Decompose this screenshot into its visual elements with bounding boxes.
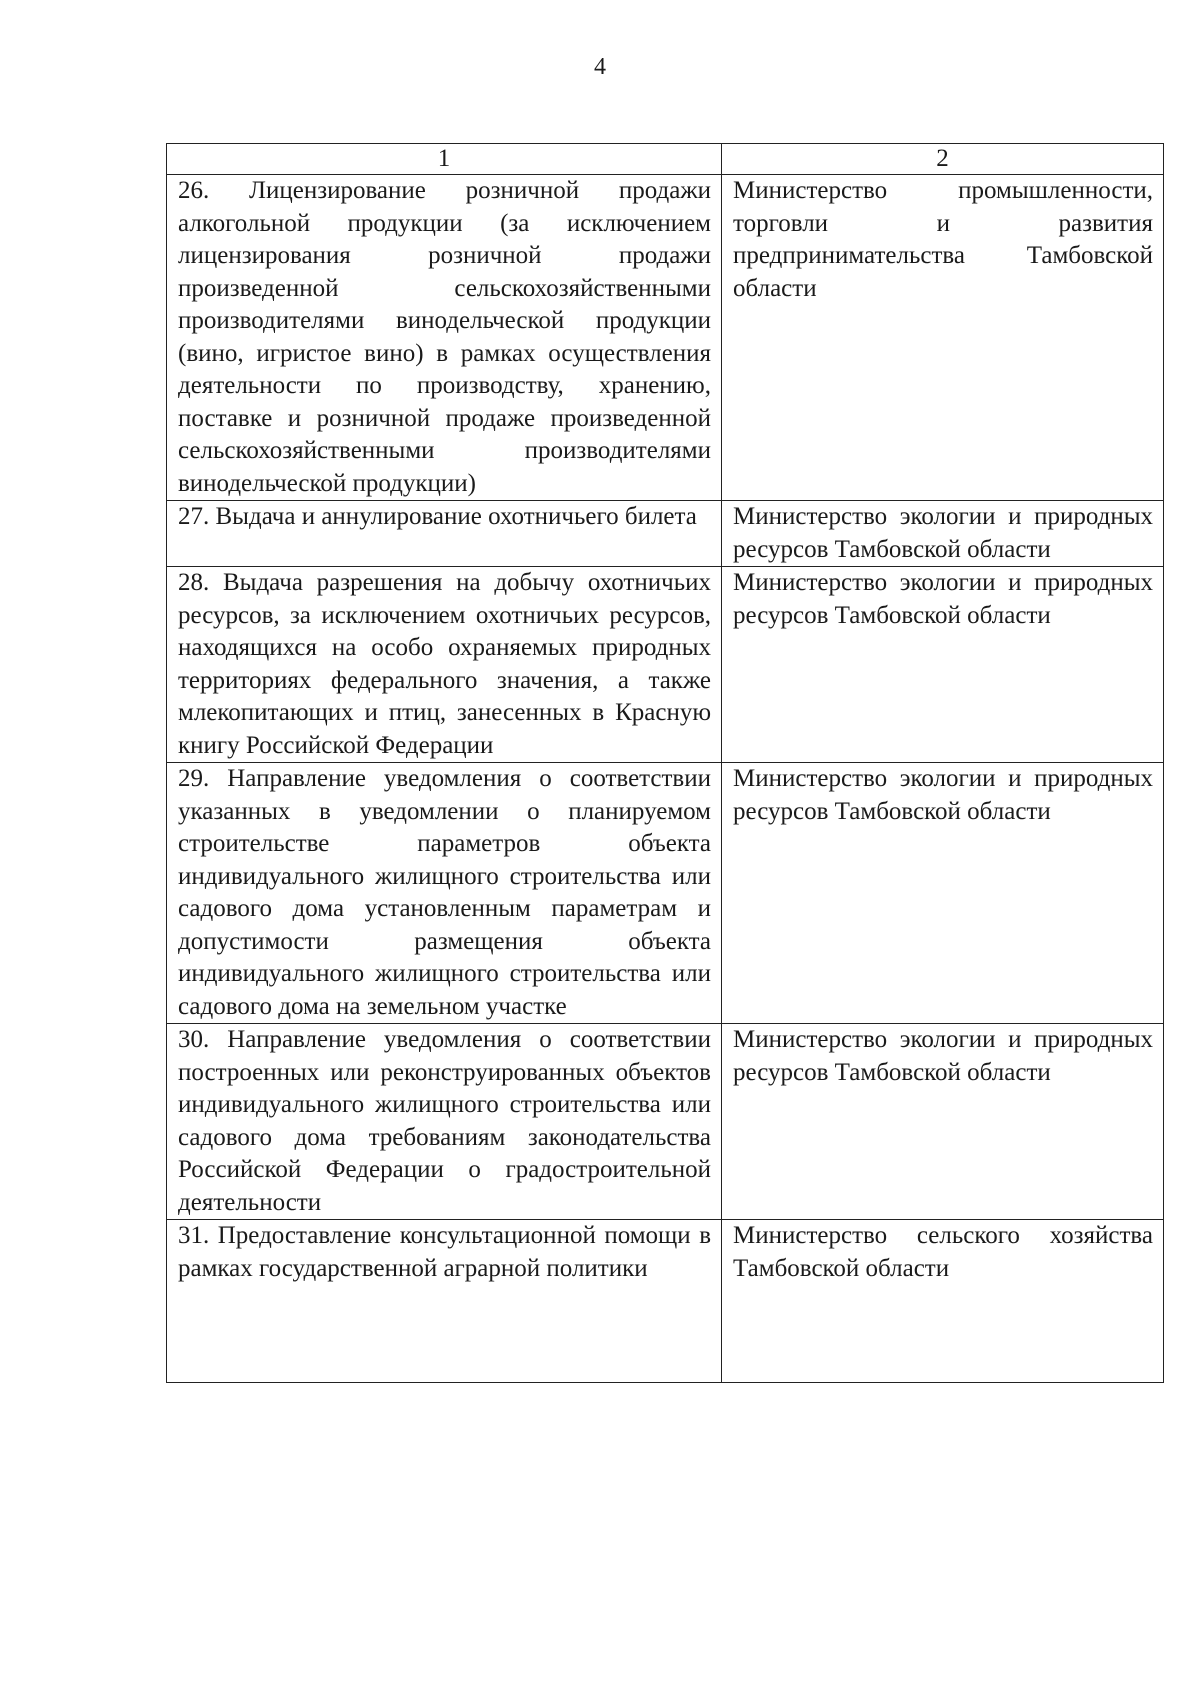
table-row (167, 1024, 1164, 1220)
page-number: 4 (594, 54, 606, 80)
table-row (167, 175, 1164, 501)
services-table (166, 143, 1164, 1383)
column-header-2: 2 (722, 144, 1164, 175)
service-cell: 27. Выдача и аннулирование охотничьего билета (167, 501, 722, 567)
table-row (167, 567, 1164, 763)
authority-cell: Министерство экологии и природных ресурсов Тамбовской области (722, 501, 1164, 567)
authority-cell: Министерство экологии и природных ресурсов Тамбовской области (722, 763, 1164, 1024)
table-row (167, 763, 1164, 1024)
authority-cell: Министерство промышленности, торговли и развития предпринимательства Тамбовской области (722, 175, 1164, 501)
service-cell: 26. Лицензирование розничной продажи алкогольной продукции (за исключением лицензирования розничной продажи произведенной сельскохозяйственными производителями винодельческой продукции (вино, игристое вино) в рамках осуществления деятельности по производству, хранению, поставке и розничной продаже произведенной сельскохозяйственными производителями винодельческой продукции) (167, 175, 722, 501)
service-cell: 30. Направление уведомления о соответствии построенных или реконструированных объектов индивидуального жилищного строительства или садового дома требованиям законодательства Российской Федерации о градостроительной деятельности (167, 1024, 722, 1220)
table-row (167, 501, 1164, 567)
column-header-1: 1 (167, 144, 722, 175)
table-header-row (167, 144, 1164, 175)
service-cell: 28. Выдача разрешения на добычу охотничьих ресурсов, за исключением охотничьих ресурсов, находящихся на особо охраняемых природных территориях федерального значения, а также млекопитающих и птиц, занесенных в Красную книгу Российской Федерации (167, 567, 722, 763)
authority-cell: Министерство экологии и природных ресурсов Тамбовской области (722, 567, 1164, 763)
table-row (167, 1220, 1164, 1383)
service-cell: 29. Направление уведомления о соответствии указанных в уведомлении о планируемом строительстве параметров объекта индивидуального жилищного строительства или садового дома установленным параметрам и допустимости размещения объекта индивидуального жилищного строительства или садового дома на земельном участке (167, 763, 722, 1024)
service-cell: 31. Предоставление консультационной помощи в рамках государственной аграрной политики (167, 1220, 722, 1383)
authority-cell: Министерство экологии и природных ресурсов Тамбовской области (722, 1024, 1164, 1220)
authority-cell: Министерство сельского хозяйства Тамбовской области (722, 1220, 1164, 1383)
